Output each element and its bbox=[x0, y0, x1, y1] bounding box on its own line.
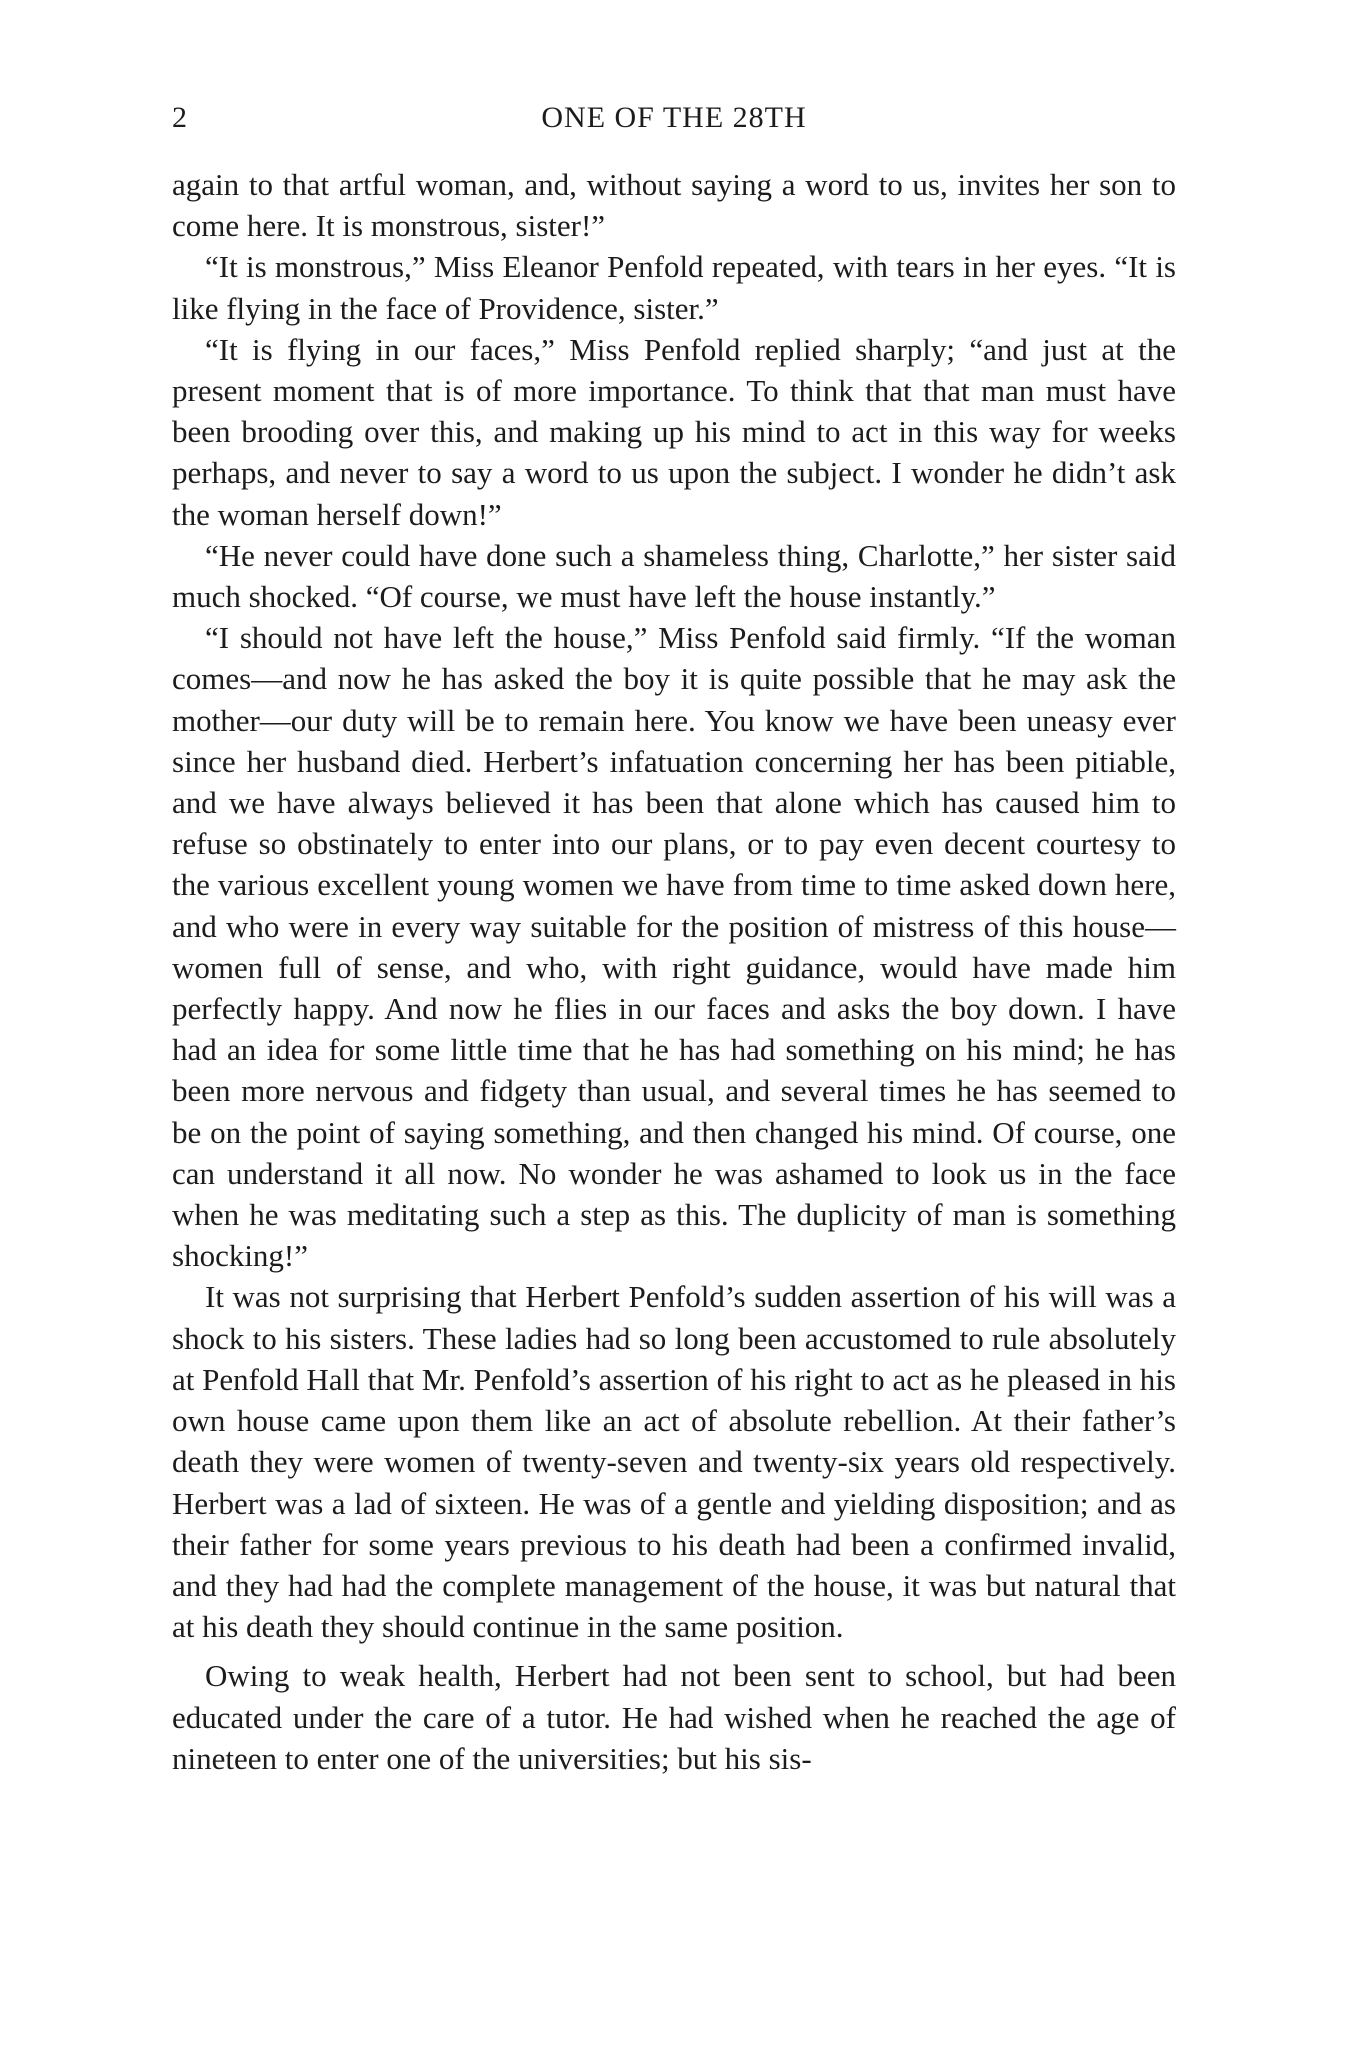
paragraph: It was not surprising that Herbert Penfold’s sudden assertion of his will was a shock to his sisters. These ladies had so long been accustomed to rule absolutely at Penfold Hall that Mr. Penfold’s assertion of his right to act as he pleased in his own house came upon them like an act of absolute rebellion. At their father’s death they were women of twenty-seven and twenty-six years old respectively. Herbert was a lad of sixteen. He was of a gentle and yielding disposition; and as their father for some years previous to his death had been a confirmed invalid, and they had had the complete management of the house, it was but natural that at his death they should continue in the same position. bbox=[172, 1279, 1176, 1645]
paragraph: Owing to weak health, Herbert had not been sent to school, but had been educated under the care of a tutor. He had wished when he reached the age of nineteen to enter one of the universities; but his sis- bbox=[172, 1658, 1176, 1776]
paragraph: “I should not have left the house,” Miss Penfold said firmly. “If the woman comes—and now he has asked the boy it is quite possible that he may ask the mother—our duty will be to remain here. You know we have been uneasy ever since her husband died. Herbert’s infatuation concerning her has been pitiable, and we have always believed it has been that alone which has caused him to refuse so obstinately to enter into our plans, or to pay even decent courtesy to the various excellent young women we have from time to time asked down here, and who were in every way suitable for the position of mistress of this house—women full of sense, and who, with right guidance, would have made him perfectly happy. And now he flies in our faces and asks the boy down. I have had an idea for some little time that he has had something on his mind; he has been more nervous and fidgety than usual, and several times he has seemed to be on the point of saying something, and then changed his mind. Of course, one can understand it all now. No wonder he was ashamed to look us in the face when he was meditating such a step as this. The duplicity of man is something shocking!” bbox=[172, 620, 1176, 1274]
body-text bbox=[172, 164, 1176, 1779]
paragraph: “It is monstrous,” Miss Eleanor Penfold repeated, with tears in her eyes. “It is like flying in the face of Providence, sister.” bbox=[172, 249, 1176, 326]
paragraph: “He never could have done such a shameless thing, Charlotte,” her sister said much shocked. “Of course, we must have left the house instantly.” bbox=[172, 537, 1176, 615]
running-title: ONE OF THE 28TH bbox=[541, 101, 807, 134]
page-number: 2 bbox=[172, 101, 187, 134]
running-head bbox=[172, 98, 1176, 138]
paragraph: “It is flying in our faces,” Miss Penfold replied sharply; “and just at the present moment that is of more importance. To think that that man must have been brooding over this, and making up his mind to act in this way for weeks perhaps, and never to say a word to us upon the subject. I wonder he didn’t ask the woman herself down!” bbox=[172, 331, 1176, 532]
paragraph-continued: again to that artful woman, and, without saying a word to us, invites her son to come here. It is monstrous, sister!” bbox=[172, 167, 1176, 244]
